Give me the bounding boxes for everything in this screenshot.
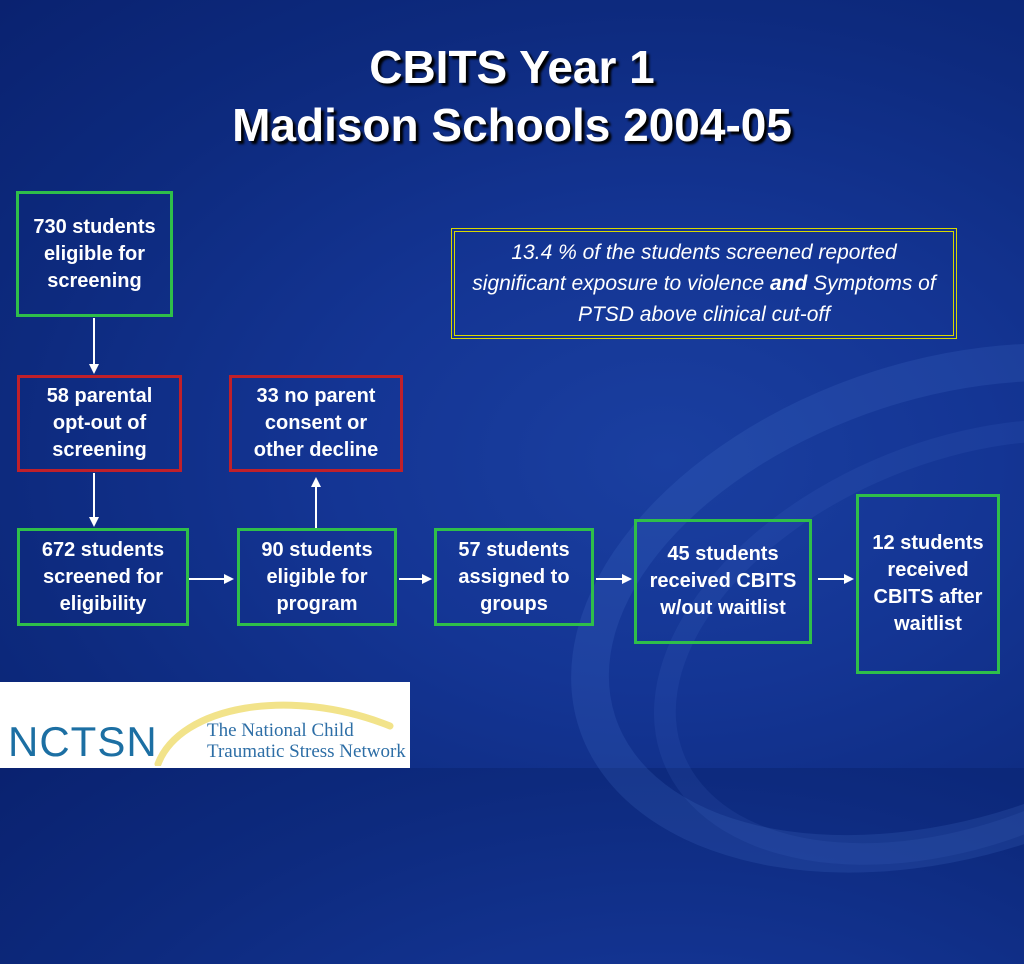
box-screened-for-eligibility: 672 students screened for eligibility bbox=[17, 528, 189, 626]
box-parental-opt-out: 58 parental opt-out of screening bbox=[17, 375, 182, 472]
logo-name bbox=[207, 720, 406, 762]
box-no-parent-consent: 33 no parent consent or other decline bbox=[229, 375, 403, 472]
title-line-1: CBITS Year 1 bbox=[369, 41, 655, 93]
logo-name-line-1: The National Child bbox=[207, 720, 354, 741]
nctsn-logo bbox=[0, 682, 410, 768]
note-part-2: Symptoms of PTSD above clinical cut-off bbox=[577, 272, 936, 326]
box-eligible-for-program: 90 students eligible for program bbox=[237, 528, 397, 626]
logo-acronym: NCTSN bbox=[8, 718, 158, 765]
note-emphasis: and bbox=[769, 272, 808, 295]
logo-name-line-2: Traumatic Stress Network bbox=[207, 741, 406, 762]
title-line-2: Madison Schools 2004-05 bbox=[232, 99, 792, 151]
box-received-without-waitlist: 45 students received CBITS w/out waitlist bbox=[634, 519, 812, 644]
box-assigned-to-groups: 57 students assigned to groups bbox=[434, 528, 594, 626]
box-received-after-waitlist: 12 students received CBITS after waitlist bbox=[856, 494, 1000, 674]
box-eligible-for-screening: 730 students eligible for screening bbox=[16, 191, 173, 317]
note-part-1: 13.4 % of the students screened reported significant exposure to violence bbox=[472, 241, 897, 295]
